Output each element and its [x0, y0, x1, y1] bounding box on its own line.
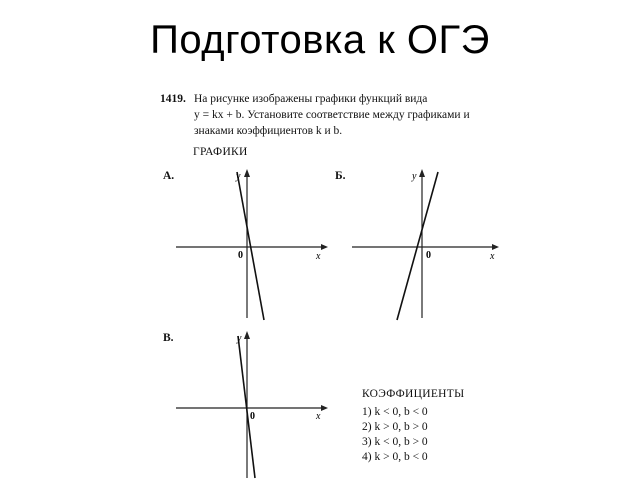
- coefficients-list: [362, 405, 428, 465]
- graph-a-y-label: y: [236, 171, 241, 182]
- graph-a-label: А.: [163, 170, 175, 182]
- graph-v-y-arrow: [244, 331, 250, 339]
- graph-v-label: В.: [163, 332, 174, 344]
- graph-a-function-line: [237, 172, 264, 320]
- graph-v-x-label: x: [316, 411, 321, 422]
- coefficient-option-2: 2) k > 0, b > 0: [362, 421, 428, 433]
- coefficients-heading: КОЭФФИЦИЕНТЫ: [362, 388, 465, 400]
- graph-b-function-line: [397, 172, 438, 320]
- graph-v-y-label: y: [237, 333, 242, 344]
- graph-v-x-arrow: [321, 405, 328, 411]
- graph-v-origin-label: 0: [250, 411, 255, 422]
- graph-b-y-label: y: [412, 171, 417, 182]
- graph-b-y-arrow: [419, 169, 425, 177]
- graph-b-x-label: x: [490, 251, 495, 262]
- graph-a-x-arrow: [321, 244, 328, 250]
- graph-a-origin-label: 0: [238, 250, 243, 261]
- problem-line-3: знаками коэффициентов k и b.: [194, 125, 343, 137]
- graph-b: [352, 168, 507, 323]
- problem-line-1: На рисунке изображены графики функций вида: [194, 93, 428, 105]
- graph-a-x-label: x: [316, 251, 321, 262]
- graph-b-label: Б.: [335, 170, 346, 182]
- slide-title: Подготовка к ОГЭ: [150, 18, 490, 62]
- problem-number: 1419.: [160, 93, 186, 105]
- graph-v: [176, 328, 336, 478]
- problem-line-2: y = kx + b. Установите соответствие между графиками и: [194, 109, 470, 121]
- graphs-heading: ГРАФИКИ: [193, 146, 248, 158]
- graph-b-origin-label: 0: [426, 250, 431, 261]
- coefficient-option-4: 4) k > 0, b < 0: [362, 451, 428, 463]
- coefficient-option-1: 1) k < 0, b < 0: [362, 406, 428, 418]
- coefficient-option-3: 3) k < 0, b > 0: [362, 436, 428, 448]
- graph-a-y-arrow: [244, 169, 250, 177]
- graph-b-x-arrow: [492, 244, 499, 250]
- graph-a: [176, 168, 336, 323]
